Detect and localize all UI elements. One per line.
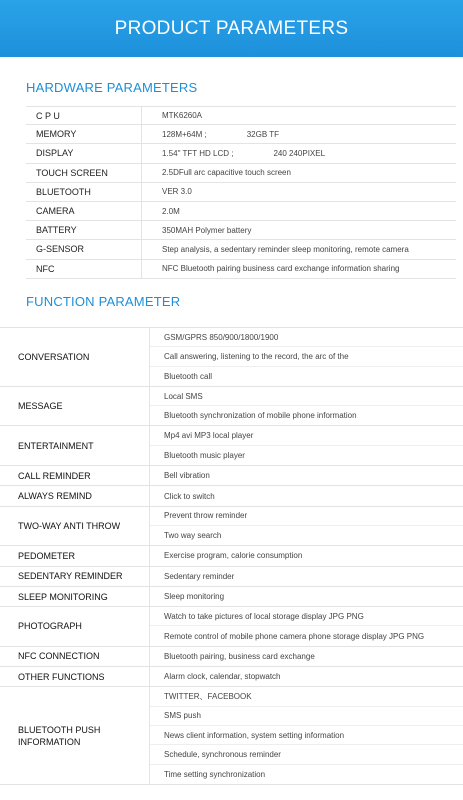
hardware-value bbox=[142, 226, 456, 235]
hardware-value bbox=[142, 149, 456, 158]
hardware-row bbox=[26, 221, 456, 240]
function-group bbox=[0, 327, 463, 387]
hardware-row bbox=[26, 183, 456, 202]
function-label: CALL REMINDER bbox=[0, 466, 150, 485]
function-values bbox=[150, 546, 463, 565]
function-label: ENTERTAINMENT bbox=[0, 426, 150, 465]
function-value: Schedule, synchronous reminder bbox=[150, 745, 463, 764]
hardware-row bbox=[26, 125, 456, 144]
function-values bbox=[150, 647, 463, 666]
hardware-value bbox=[142, 130, 456, 139]
function-value: Click to switch bbox=[164, 491, 215, 501]
function-value: Bluetooth synchronization of mobile phone information bbox=[164, 411, 357, 421]
hardware-value-text: 128M+64M ; bbox=[162, 129, 207, 139]
hardware-row bbox=[26, 260, 456, 279]
function-section-title: FUNCTION PARAMETER bbox=[26, 294, 181, 309]
hardware-label: C P U bbox=[26, 107, 142, 124]
page-title: PRODUCT PARAMETERS bbox=[114, 17, 349, 39]
function-group bbox=[0, 607, 463, 647]
hardware-value bbox=[142, 245, 456, 254]
function-group bbox=[0, 466, 463, 486]
function-group bbox=[0, 387, 463, 427]
function-value: Exercise program, calorie consumption bbox=[164, 551, 303, 561]
function-label: BLUETOOTH PUSH INFORMATION bbox=[0, 687, 150, 783]
function-value: Prevent throw reminder bbox=[150, 507, 463, 526]
hardware-value-secondary: 32GB TF bbox=[246, 129, 280, 139]
function-value: Mp4 avi MP3 local player bbox=[150, 426, 463, 445]
function-values bbox=[150, 328, 463, 386]
function-label: CONVERSATION bbox=[0, 328, 150, 386]
function-value: GSM/GPRS 850/900/1800/1900 bbox=[150, 328, 463, 347]
function-value: Bluetooth pairing, business card exchange bbox=[164, 651, 315, 661]
function-values bbox=[150, 687, 463, 783]
hardware-value-text: Step analysis, a sedentary reminder sleep monitoring, remote camera bbox=[162, 244, 409, 254]
function-value: Call answering, listening to the record, the arc of the bbox=[150, 347, 463, 366]
function-label: PHOTOGRAPH bbox=[0, 607, 150, 646]
function-value: Time setting synchronization bbox=[164, 769, 266, 779]
function-table bbox=[0, 327, 463, 785]
hardware-row bbox=[26, 164, 456, 183]
hardware-value-text: NFC Bluetooth pairing business card exchange information sharing bbox=[162, 264, 400, 274]
function-value: Local SMS bbox=[150, 387, 463, 406]
hardware-label: MEMORY bbox=[26, 125, 142, 143]
hardware-label: CAMERA bbox=[26, 202, 142, 220]
function-values bbox=[150, 486, 463, 505]
hardware-table bbox=[26, 106, 456, 279]
function-label: PEDOMETER bbox=[0, 546, 150, 565]
hardware-label: BATTERY bbox=[26, 221, 142, 239]
function-value: Remote control of mobile phone camera phone storage display JPG PNG bbox=[164, 631, 425, 641]
hardware-value bbox=[142, 207, 456, 216]
hardware-label: BLUETOOTH bbox=[26, 183, 142, 201]
hardware-value bbox=[142, 168, 456, 177]
function-value: News client information, system setting information bbox=[150, 726, 463, 745]
function-value: Bluetooth call bbox=[164, 371, 213, 381]
function-values bbox=[150, 507, 463, 546]
function-group bbox=[0, 647, 463, 667]
hardware-value-text: MTK6260A bbox=[162, 111, 203, 121]
hardware-value bbox=[142, 187, 456, 196]
hardware-value-text: 1.54" TFT HD LCD ; bbox=[162, 148, 234, 158]
function-group bbox=[0, 486, 463, 506]
hardware-label: NFC bbox=[26, 260, 142, 278]
function-value: Two way search bbox=[164, 531, 222, 541]
function-values bbox=[150, 466, 463, 485]
header-banner bbox=[0, 0, 463, 57]
function-value: Bluetooth music player bbox=[164, 450, 245, 460]
function-values bbox=[150, 426, 463, 465]
hardware-value bbox=[142, 264, 456, 273]
function-group bbox=[0, 567, 463, 587]
function-group bbox=[0, 587, 463, 607]
function-label: ALWAYS REMIND bbox=[0, 486, 150, 505]
function-value: TWITTER、FACEBOOK bbox=[150, 687, 463, 706]
function-values bbox=[150, 567, 463, 586]
hardware-value-text: 2.5DFull arc capacitive touch screen bbox=[162, 168, 291, 178]
function-value: SMS push bbox=[150, 707, 463, 726]
hardware-label: TOUCH SCREEN bbox=[26, 164, 142, 182]
hardware-value bbox=[142, 111, 456, 120]
function-group bbox=[0, 687, 463, 784]
hardware-value-text: 2.0M bbox=[162, 206, 180, 216]
hardware-row bbox=[26, 106, 456, 125]
hardware-value-text: VER 3.0 bbox=[162, 187, 192, 197]
function-label: NFC CONNECTION bbox=[0, 647, 150, 666]
hardware-value-secondary: 240 240PIXEL bbox=[273, 148, 326, 158]
hardware-row bbox=[26, 240, 456, 259]
function-label: MESSAGE bbox=[0, 387, 150, 426]
hardware-section-title: HARDWARE PARAMETERS bbox=[26, 80, 198, 95]
function-values bbox=[150, 667, 463, 686]
function-value: Bell vibration bbox=[164, 471, 210, 481]
function-value: Sleep monitoring bbox=[164, 592, 225, 601]
function-group bbox=[0, 426, 463, 466]
hardware-row bbox=[26, 202, 456, 221]
function-group bbox=[0, 507, 463, 547]
hardware-row bbox=[26, 144, 456, 163]
function-values bbox=[150, 587, 463, 606]
hardware-label: G-SENSOR bbox=[26, 240, 142, 258]
function-value: Sedentary reminder bbox=[164, 571, 235, 581]
function-value: Watch to take pictures of local storage display JPG PNG bbox=[150, 607, 463, 626]
function-label: SEDENTARY REMINDER bbox=[0, 567, 150, 586]
function-group bbox=[0, 546, 463, 566]
function-label: SLEEP MONITORING bbox=[0, 587, 150, 606]
function-values bbox=[150, 387, 463, 426]
function-values bbox=[150, 607, 463, 646]
function-group bbox=[0, 667, 463, 687]
function-value: Alarm clock, calendar, stopwatch bbox=[164, 672, 281, 682]
function-label: TWO-WAY ANTI THROW bbox=[0, 507, 150, 546]
hardware-value-text: 350MAH Polymer battery bbox=[162, 225, 252, 235]
hardware-label: DISPLAY bbox=[26, 144, 142, 162]
function-label: OTHER FUNCTIONS bbox=[0, 667, 150, 686]
